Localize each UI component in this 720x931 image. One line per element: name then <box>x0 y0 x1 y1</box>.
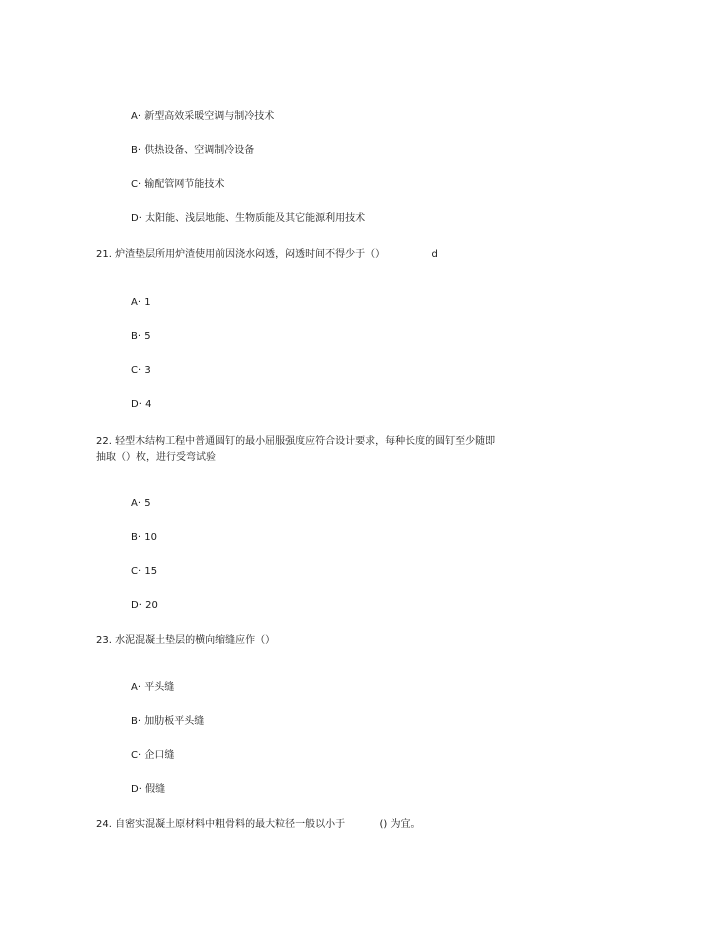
option-separator: · <box>138 600 142 611</box>
question-23 <box>96 634 275 648</box>
option-separator: · <box>137 111 142 122</box>
option-a <box>131 110 274 124</box>
question-number: 21. <box>96 249 112 260</box>
question-text-line1: 轻型木结构工程中普通圆钉的最小屈服强度应符合设计要求，每种长度的圆钉至少随即 <box>115 436 496 447</box>
option-letter: D <box>131 213 139 224</box>
question-22 <box>96 435 495 449</box>
option-text: 企口缝 <box>144 750 175 761</box>
option-c <box>131 749 174 763</box>
question-22-continued <box>96 451 216 465</box>
option-letter: A <box>131 498 138 509</box>
option-letter: D <box>131 784 139 795</box>
option-letter: A <box>131 682 138 693</box>
option-letter: D <box>131 399 139 410</box>
option-separator: · <box>137 532 142 543</box>
option-letter: A <box>131 111 138 122</box>
option-d <box>131 599 158 613</box>
option-letter: B <box>131 331 138 342</box>
question-text: 水泥混凝土垫层的横向缩缝应作（） <box>115 635 276 646</box>
option-letter: C <box>131 750 138 761</box>
option-separator: · <box>138 213 142 224</box>
option-text: 供热设备、空调制冷设备 <box>144 145 255 156</box>
option-separator: · <box>137 331 142 342</box>
option-b <box>131 144 254 158</box>
option-text: 新型高效采暖空调与制冷技术 <box>144 111 275 122</box>
question-21 <box>96 248 438 262</box>
option-b <box>131 715 204 729</box>
option-c <box>131 364 151 378</box>
option-separator: · <box>138 784 142 795</box>
option-c <box>131 178 224 192</box>
option-letter: C <box>131 179 138 190</box>
option-text: 太阳能、浅层地能、生物质能及其它能源利用技术 <box>145 213 366 224</box>
option-text: 输配管网节能技术 <box>144 179 225 190</box>
option-a <box>131 497 151 511</box>
question-number: 24. <box>96 819 112 830</box>
option-text: 加肋板平头缝 <box>144 716 205 727</box>
option-b <box>131 330 151 344</box>
option-letter: B <box>131 716 138 727</box>
option-d <box>131 783 165 797</box>
option-text: 5 <box>144 498 151 509</box>
option-letter: A <box>131 297 138 308</box>
option-separator: · <box>137 566 142 577</box>
question-tail: 为宜。 <box>390 819 421 830</box>
option-c <box>131 565 157 579</box>
option-separator: · <box>137 716 142 727</box>
option-text: 平头缝 <box>144 682 175 693</box>
option-separator: · <box>137 297 142 308</box>
option-letter: C <box>131 566 138 577</box>
question-text: 炉渣垫层所用炉渣使用前因浇水闷透，闷透时间不得少于（） <box>115 249 386 260</box>
question-number: 23. <box>96 635 112 646</box>
option-separator: · <box>137 145 142 156</box>
option-separator: · <box>137 750 142 761</box>
option-letter: C <box>131 365 138 376</box>
option-text: 3 <box>144 365 151 376</box>
option-b <box>131 531 157 545</box>
question-number: 22. <box>96 436 112 447</box>
option-a <box>131 681 174 695</box>
option-letter: D <box>131 600 139 611</box>
option-letter: B <box>131 145 138 156</box>
option-text: 15 <box>144 566 158 577</box>
option-d <box>131 212 365 226</box>
option-text: 20 <box>145 600 158 611</box>
option-separator: · <box>137 365 142 376</box>
option-text: 假缝 <box>145 784 166 795</box>
question-unit: d <box>431 249 438 260</box>
question-text-line2: 抽取（）枚，进行受弯试验 <box>96 452 216 463</box>
question-blank: () <box>379 819 388 830</box>
option-separator: · <box>137 682 142 693</box>
option-separator: · <box>137 498 142 509</box>
option-separator: · <box>138 399 142 410</box>
option-text: 5 <box>144 331 151 342</box>
question-24 <box>96 818 420 832</box>
option-text: 4 <box>145 399 152 410</box>
option-letter: B <box>131 532 138 543</box>
option-a <box>131 296 151 310</box>
option-separator: · <box>137 179 142 190</box>
option-d <box>131 398 151 412</box>
option-text: 10 <box>144 532 157 543</box>
question-text: 自密实混凝土原材料中粗骨料的最大粒径一般以小于 <box>115 819 346 830</box>
option-text: 1 <box>144 297 151 308</box>
